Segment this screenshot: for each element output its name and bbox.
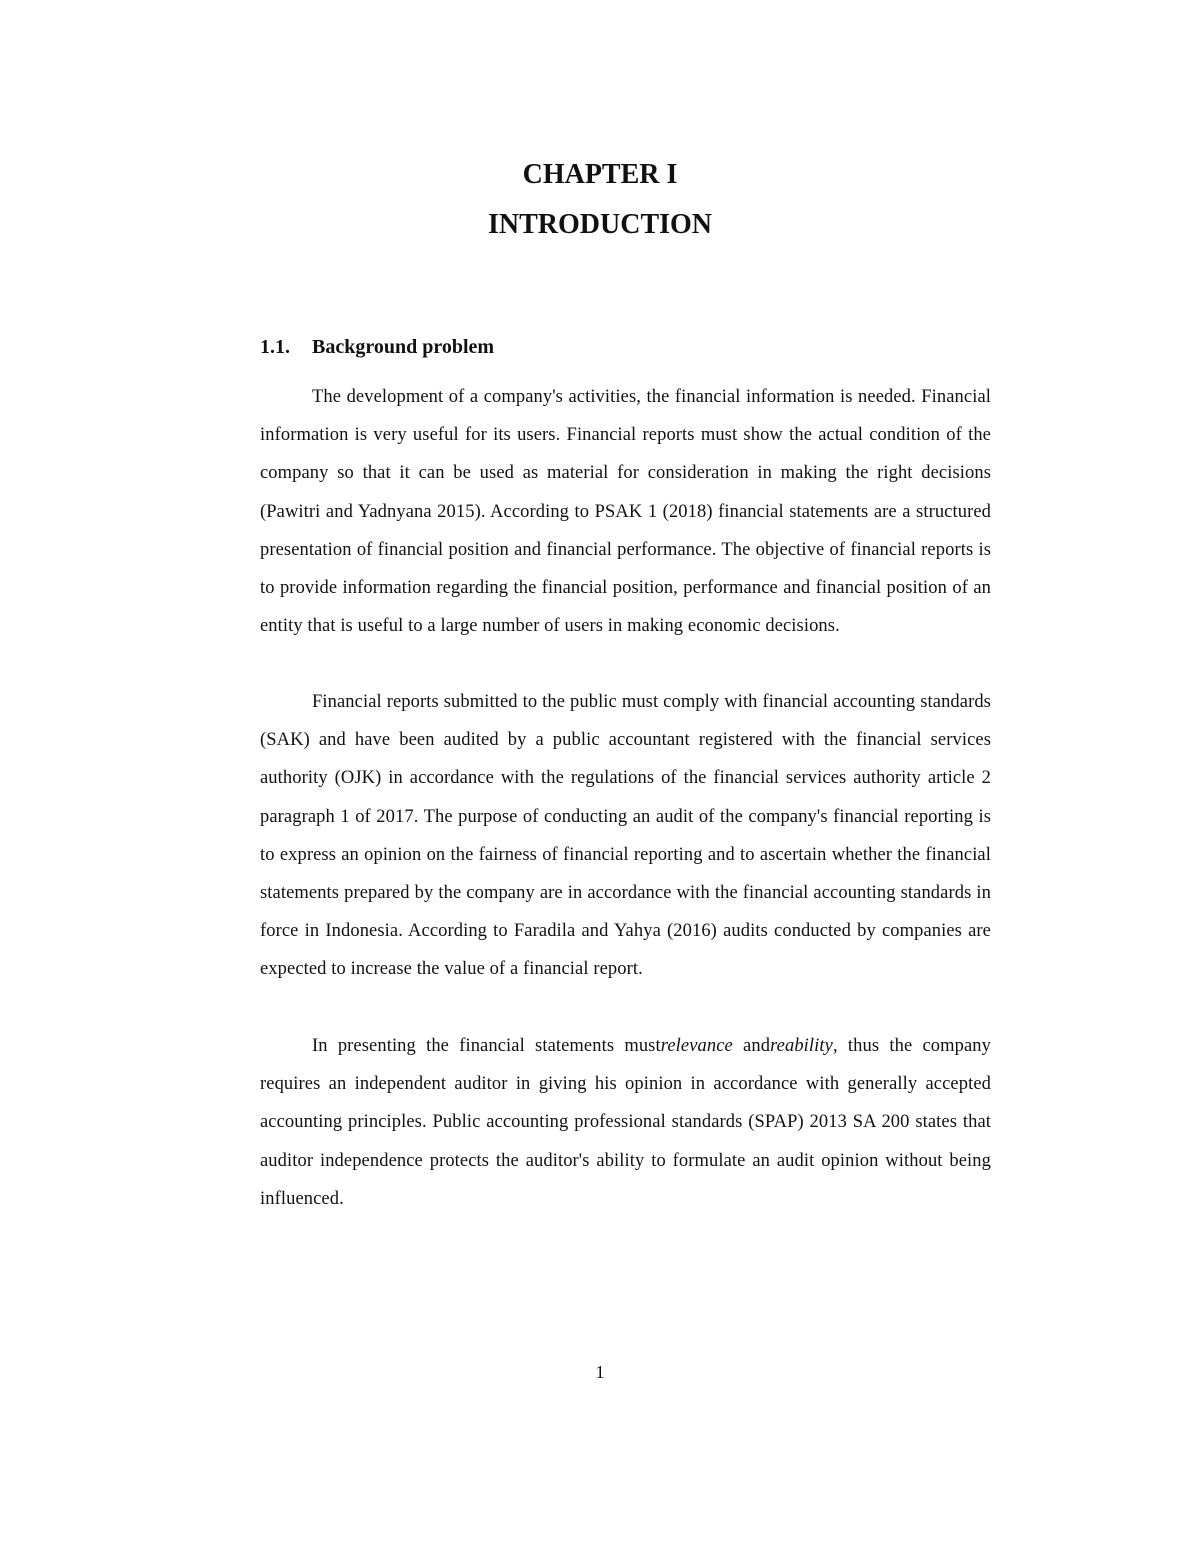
paragraph-3-text-2: and [732,1036,771,1056]
paragraph-3-text-1: In presenting the financial statements must [312,1036,661,1056]
paragraph-3 [260,1027,991,1218]
paragraph-1: The development of a company's activities, the financial information is needed. Financial information is very useful for its users. Financial reports must show the actual condition of the company so that it can be used as material for consideration in making the right decisions (Pawitri and Yadnyana 2015). According to PSAK 1 (2018) financial statements are a structured presentation of financial position and financial performance. The objective of financial reports is to provide information regarding the financial position, performance and financial position of an entity that is useful to a large number of users in making economic decisions. [260,387,991,637]
paragraph-2: Financial reports submitted to the public must comply with financial accounting standards (SAK) and have been audited by a public accountant registered with the financial services authority (OJK) in accordance with the regulations of the financial services authority article 2 paragraph 1 of 2017. The purpose of conducting an audit of the company's financial reporting is to express an opinion on the fairness of financial reporting and to ascertain whether the financial statements prepared by the company are in accordance with the financial accounting standards in force in Indonesia. According to Faradila and Yahya (2016) audits conducted by companies are expected to increase the value of a financial report. [260,692,991,980]
chapter-title: INTRODUCTION [487,209,713,240]
chapter-number: CHAPTER I [522,159,678,190]
paragraph-3-italic-relevance: relevance [660,1036,733,1056]
section-number: 1.1. [260,336,290,358]
paragraph-3-text-3: , thus the company requires an independent auditor in giving his opinion in accordance with generally accepted accounting principles. Public accounting professional standards (SPAP) 2013 SA 200 states that auditor independence protects the auditor's ability to formulate an audit opinion without being influenced. [260,1036,991,1209]
section-title: Background problem [312,336,495,358]
section-heading [260,334,991,360]
paragraph-3-italic-reability: reability [770,1036,833,1056]
page-number: 1 [595,1362,605,1382]
